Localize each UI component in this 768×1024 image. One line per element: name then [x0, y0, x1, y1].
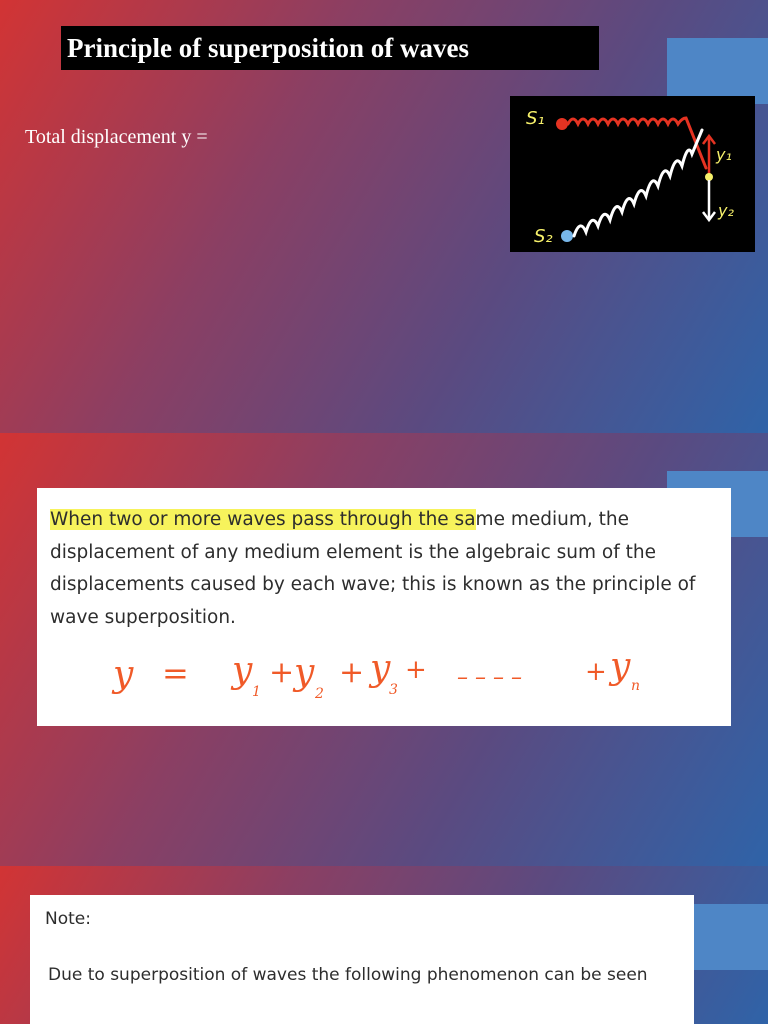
highlighted-text: When two or more waves pass through the sa	[50, 509, 476, 530]
eq-plus2: +	[339, 655, 365, 690]
source2-dot	[561, 230, 573, 242]
note-body: Due to superposition of waves the following phenomenon can be seen	[48, 965, 648, 985]
slide-3	[0, 866, 768, 1024]
source1-dot	[556, 118, 568, 130]
eq-term2: y	[294, 652, 315, 693]
eq-lhs: y	[113, 654, 134, 695]
eq-term2-sub: 2	[315, 686, 324, 702]
definition-paragraph	[50, 504, 724, 634]
definition-card	[37, 488, 731, 726]
disp1-label: y₁	[716, 145, 732, 164]
eq-equals: =	[162, 654, 189, 692]
slide-2	[0, 433, 768, 866]
eq-dots: – – – –	[457, 665, 522, 690]
source1-label: S₁	[526, 108, 545, 129]
wave-1	[568, 118, 706, 168]
eq-plus3: +	[405, 655, 427, 685]
total-displacement-text: Total displacement y =	[25, 126, 208, 148]
disp2-label: y₂	[718, 201, 734, 220]
meeting-point	[705, 173, 713, 181]
eq-term3: y	[370, 648, 391, 689]
note-card	[30, 895, 694, 1024]
paragraph-text: me medium, the displacement of any medium element is the algebraic sum of the displacements caused by each wave; this is known as the principle of wave superposition.	[50, 509, 696, 628]
eq-plus1: +	[269, 655, 295, 690]
superposition-equation	[37, 638, 731, 718]
wave-2	[574, 130, 702, 236]
note-title: Note:	[45, 909, 91, 929]
corner-accent-block	[667, 38, 768, 104]
eq-term1-sub: 1	[252, 684, 261, 700]
slide-1	[0, 0, 768, 433]
eq-plus4: +	[585, 657, 607, 687]
eq-term1: y	[232, 650, 253, 691]
eq-term-n: y	[610, 646, 631, 687]
eq-term-n-sub: n	[631, 678, 641, 694]
superposition-diagram	[510, 96, 755, 252]
eq-term3-sub: 3	[389, 682, 398, 698]
slide-title: Principle of superposition of waves	[61, 26, 599, 70]
source2-label: S₂	[534, 226, 553, 247]
